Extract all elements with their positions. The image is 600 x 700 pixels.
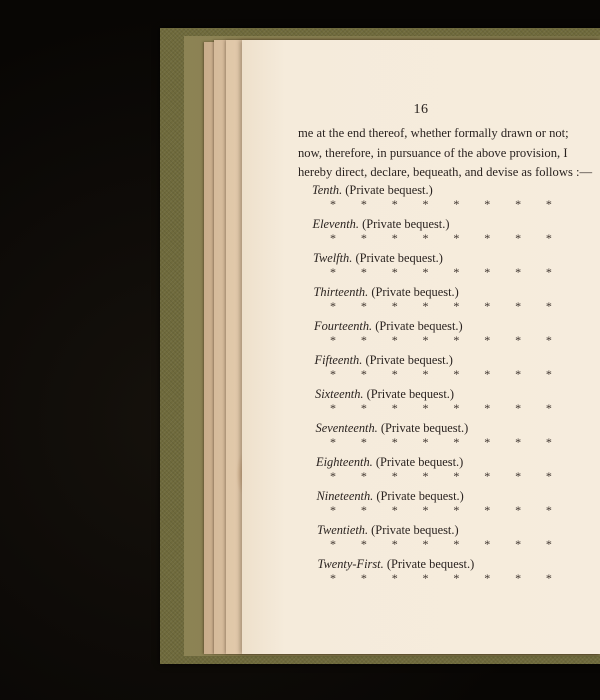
omission-asterisks: [330, 367, 552, 381]
bequest-heading: [317, 489, 464, 504]
bequest-heading: [317, 523, 459, 538]
asterisk: *: [422, 299, 429, 313]
asterisk: *: [391, 571, 398, 585]
asterisk: *: [515, 333, 522, 347]
bequest-entry: [242, 319, 600, 353]
asterisk: *: [330, 571, 336, 585]
bequest-ordinal: Twentieth.: [317, 523, 369, 537]
intro-paragraph: [298, 124, 593, 183]
asterisk: *: [453, 367, 460, 381]
asterisk: *: [545, 333, 552, 347]
asterisk: *: [515, 537, 522, 551]
bequest-entry: [242, 217, 600, 251]
bequest-heading: [315, 387, 454, 402]
bequest-heading: [315, 353, 453, 368]
bequest-text: (Private bequest.): [355, 251, 443, 265]
asterisk: *: [545, 571, 552, 585]
asterisk: *: [360, 299, 367, 313]
bequest-text: (Private bequest.): [380, 421, 469, 435]
asterisk: *: [515, 503, 522, 517]
asterisk: *: [330, 537, 336, 551]
asterisk: *: [391, 367, 398, 381]
asterisk: *: [360, 571, 367, 585]
page-number: 16: [413, 102, 429, 117]
asterisk: *: [453, 571, 460, 585]
omission-asterisks: [330, 265, 552, 279]
omission-asterisks: [330, 503, 552, 517]
asterisk: *: [484, 571, 491, 585]
asterisk: *: [453, 231, 460, 245]
asterisk: *: [545, 503, 552, 517]
asterisk: *: [545, 299, 552, 313]
asterisk: *: [360, 537, 367, 551]
bequest-text: (Private bequest.): [365, 353, 453, 367]
asterisk: *: [515, 197, 522, 211]
bequest-heading: [318, 557, 475, 572]
omission-asterisks: [330, 333, 552, 347]
asterisk: *: [484, 537, 491, 551]
asterisk: *: [422, 265, 429, 279]
asterisk: *: [360, 367, 367, 381]
asterisk: *: [360, 197, 367, 211]
bequest-entry: [242, 421, 600, 455]
asterisk: *: [545, 469, 552, 483]
asterisk: *: [545, 537, 552, 551]
bequest-heading: [314, 285, 459, 300]
asterisk: *: [330, 299, 336, 313]
asterisk: *: [422, 503, 429, 517]
bequest-ordinal: Fourteenth.: [314, 319, 373, 333]
asterisk: *: [545, 401, 552, 415]
bequest-text: (Private bequest.): [366, 387, 455, 401]
asterisk: *: [453, 265, 460, 279]
asterisk: *: [453, 503, 460, 517]
asterisk: *: [484, 469, 491, 483]
bequest-ordinal: Tenth.: [312, 183, 343, 197]
asterisk: *: [484, 503, 491, 517]
asterisk: *: [330, 367, 336, 381]
bequest-text: (Private bequest.): [371, 523, 459, 537]
bequest-text: (Private bequest.): [371, 285, 459, 299]
omission-asterisks: [330, 537, 552, 551]
omission-asterisks: [330, 231, 552, 245]
asterisk: *: [391, 231, 398, 245]
asterisk: *: [453, 469, 460, 483]
asterisk: *: [453, 333, 460, 347]
asterisk: *: [422, 401, 429, 415]
asterisk: *: [453, 537, 460, 551]
asterisk: *: [484, 367, 491, 381]
asterisk: *: [515, 469, 522, 483]
bequest-heading: [314, 319, 463, 334]
asterisk: *: [453, 435, 460, 449]
asterisk: *: [391, 299, 398, 313]
bequest-ordinal: Seventeenth.: [315, 421, 378, 435]
asterisk: *: [391, 469, 398, 483]
bequest-entry: [242, 353, 600, 387]
asterisk: *: [545, 435, 552, 449]
bequest-text: (Private bequest.): [376, 489, 464, 503]
asterisk: *: [330, 197, 336, 211]
asterisk: *: [360, 265, 367, 279]
asterisk: *: [453, 401, 460, 415]
omission-asterisks: [330, 469, 552, 483]
intro-line: me at the end thereof, whether formally drawn or not;: [298, 126, 569, 140]
asterisk: *: [515, 265, 522, 279]
asterisk: *: [422, 571, 429, 585]
bequest-text: (Private bequest.): [345, 183, 433, 197]
asterisk: *: [545, 197, 552, 211]
asterisk: *: [330, 333, 336, 347]
bequest-ordinal: Twenty-First.: [317, 557, 384, 571]
asterisk: *: [360, 333, 367, 347]
asterisk: *: [484, 231, 491, 245]
asterisk: *: [515, 367, 522, 381]
asterisk: *: [484, 401, 491, 415]
bequest-entry: [242, 285, 600, 319]
omission-asterisks: [330, 401, 552, 415]
asterisk: *: [330, 265, 336, 279]
bequest-ordinal: Sixteenth.: [315, 387, 364, 401]
bequest-entry: [242, 489, 600, 523]
bequest-heading: [312, 183, 433, 198]
bequest-ordinal: Twelfth.: [313, 251, 353, 265]
bequest-entry: [242, 557, 600, 591]
asterisk: *: [545, 265, 552, 279]
omission-asterisks: [330, 435, 552, 449]
asterisk: *: [391, 401, 398, 415]
intro-line: now, therefore, in pursuance of the above provision, I: [298, 145, 568, 160]
asterisk: *: [360, 435, 367, 449]
asterisk: *: [422, 537, 429, 551]
asterisk: *: [360, 401, 367, 415]
asterisk: *: [453, 197, 460, 211]
intro-line: hereby direct, declare, bequeath, and devise as follows :—: [298, 165, 593, 179]
asterisk: *: [391, 435, 398, 449]
bequest-ordinal: Eleventh.: [312, 217, 359, 231]
bequest-heading: [316, 421, 469, 436]
bequest-entry: [242, 251, 600, 285]
bequest-heading: [313, 251, 443, 266]
asterisk: *: [330, 401, 336, 415]
asterisk: *: [545, 367, 552, 381]
omission-asterisks: [330, 299, 552, 313]
asterisk: *: [515, 435, 522, 449]
asterisk: *: [391, 265, 398, 279]
omission-asterisks: [330, 571, 552, 585]
asterisk: *: [515, 231, 522, 245]
asterisk: *: [330, 435, 336, 449]
asterisk: *: [391, 503, 398, 517]
asterisk: *: [515, 299, 522, 313]
asterisk: *: [453, 299, 460, 313]
asterisk: *: [484, 333, 491, 347]
bequest-ordinal: Nineteenth.: [316, 489, 374, 503]
bequest-text: (Private bequest.): [362, 217, 450, 231]
bequest-entry: [242, 523, 600, 557]
asterisk: *: [422, 367, 429, 381]
asterisk: *: [360, 503, 367, 517]
asterisk: *: [330, 231, 336, 245]
bequest-ordinal: Fifteenth.: [314, 353, 363, 367]
bequest-list: [242, 183, 600, 591]
book-page: [242, 40, 600, 654]
bequest-text: (Private bequest.): [386, 557, 475, 571]
asterisk: *: [391, 537, 398, 551]
omission-asterisks: [330, 197, 552, 211]
asterisk: *: [484, 435, 491, 449]
bequest-entry: [242, 183, 600, 217]
bequest-ordinal: Thirteenth.: [313, 285, 369, 299]
asterisk: *: [422, 197, 429, 211]
asterisk: *: [360, 469, 367, 483]
asterisk: *: [330, 503, 336, 517]
asterisk: *: [515, 571, 522, 585]
asterisk: *: [545, 231, 552, 245]
bequest-entry: [242, 455, 600, 489]
bequest-heading: [313, 217, 450, 232]
bequest-ordinal: Eighteenth.: [316, 455, 373, 469]
asterisk: *: [422, 469, 429, 483]
asterisk: *: [360, 231, 367, 245]
asterisk: *: [391, 197, 398, 211]
bequest-text: (Private bequest.): [375, 455, 464, 469]
asterisk: *: [422, 333, 429, 347]
bequest-text: (Private bequest.): [375, 319, 463, 333]
asterisk: *: [484, 197, 491, 211]
asterisk: *: [391, 333, 398, 347]
asterisk: *: [422, 435, 429, 449]
asterisk: *: [484, 299, 491, 313]
bequest-heading: [316, 455, 463, 470]
asterisk: *: [515, 401, 522, 415]
asterisk: *: [484, 265, 491, 279]
asterisk: *: [422, 231, 429, 245]
asterisk: *: [330, 469, 336, 483]
bequest-entry: [242, 387, 600, 421]
